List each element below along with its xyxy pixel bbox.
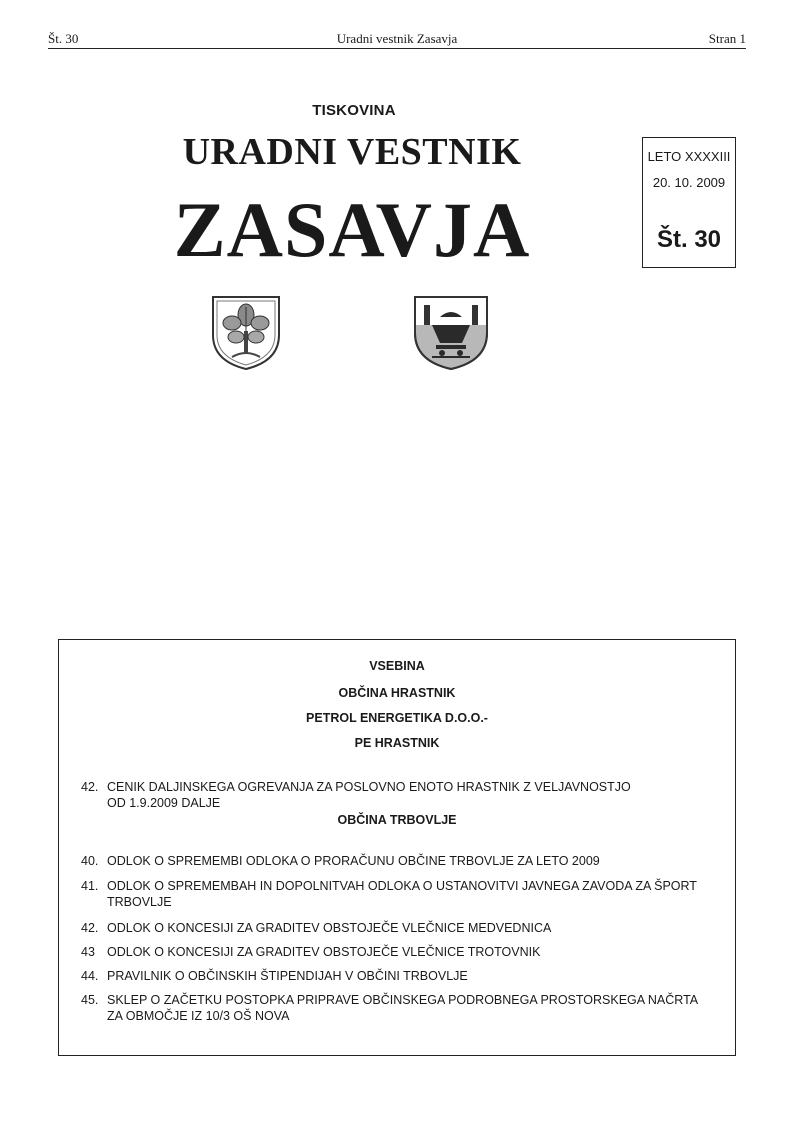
contents-item[interactable] [81, 779, 715, 811]
masthead-title: URADNI VESTNIK [182, 131, 522, 173]
section-heading: PETROL ENERGETIKA D.O.O.- [306, 711, 488, 725]
header-page-number: Stran 1 [708, 31, 746, 46]
item-number: 44. [81, 969, 99, 983]
issue-year: LETO XXXXIII [647, 149, 731, 164]
item-number: 41. [81, 879, 99, 893]
item-number: 40. [81, 854, 99, 868]
masthead-kicker: TISKOVINA [312, 102, 396, 119]
oak-tree-crest-icon [210, 295, 282, 371]
item-title: ODLOK O KONCESIJI ZA GRADITEV OBSTOJEČE VLEČNICE MEDVEDNICA [107, 921, 552, 935]
contents-item[interactable] [81, 878, 715, 910]
contents-item[interactable] [81, 992, 715, 1024]
mining-cart-crest-icon [412, 295, 490, 371]
contents-item[interactable] [81, 853, 715, 869]
item-number: 42. [81, 921, 99, 935]
issue-date: 20. 10. 2009 [652, 175, 726, 190]
masthead-name: ZASAVJA [173, 186, 531, 273]
section-heading: OBČINA TRBOVLJE [337, 813, 457, 827]
item-title: ODLOK O SPREMEMBAH IN DOPOLNITVAH ODLOKA O USTANOVITVI JAVNEGA ZAVODA ZA ŠPORT TRBOVLJE [107, 879, 697, 909]
item-title: ODLOK O KONCESIJI ZA GRADITEV OBSTOJEČE VLEČNICE TROTOVNIK [107, 945, 541, 959]
header-issue-number: Št. 30 [48, 31, 79, 46]
header-publication-name: Uradni vestnik Zasavja [336, 31, 458, 46]
running-header [48, 30, 746, 49]
item-title: SKLEP O ZAČETKU POSTOPKA PRIPRAVE OBČINSKEGA PODROBNEGA PROSTORSKEGA NAČRTA ZA OBMOČJE IZ 10/3 OŠ NOVA [107, 993, 698, 1023]
contents-item[interactable] [81, 920, 715, 936]
issue-number: Št. 30 [656, 226, 722, 253]
item-title: PRAVILNIK O OBČINSKIH ŠTIPENDIJAH V OBČINI TRBOVLJE [107, 969, 468, 983]
item-number: 43 [81, 945, 95, 959]
item-title: CENIK DALJINSKEGA OGREVANJA ZA POSLOVNO ENOTO HRASTNIK Z VELJAVNOSTJO OD 1.9.2009 DALJE [107, 780, 631, 810]
contents-item[interactable] [81, 944, 715, 960]
item-title: ODLOK O SPREMEMBI ODLOKA O PRORAČUNU OBČINE TRBOVLJE ZA LETO 2009 [107, 854, 600, 868]
item-number: 45. [81, 993, 99, 1007]
section-heading: OBČINA HRASTNIK [338, 686, 456, 700]
issue-info-box [642, 137, 736, 268]
contents-box [58, 639, 736, 1056]
contents-title: VSEBINA [369, 659, 425, 673]
contents-item[interactable] [81, 968, 715, 984]
item-number: 42. [81, 780, 99, 794]
section-heading: PE HRASTNIK [354, 736, 440, 750]
